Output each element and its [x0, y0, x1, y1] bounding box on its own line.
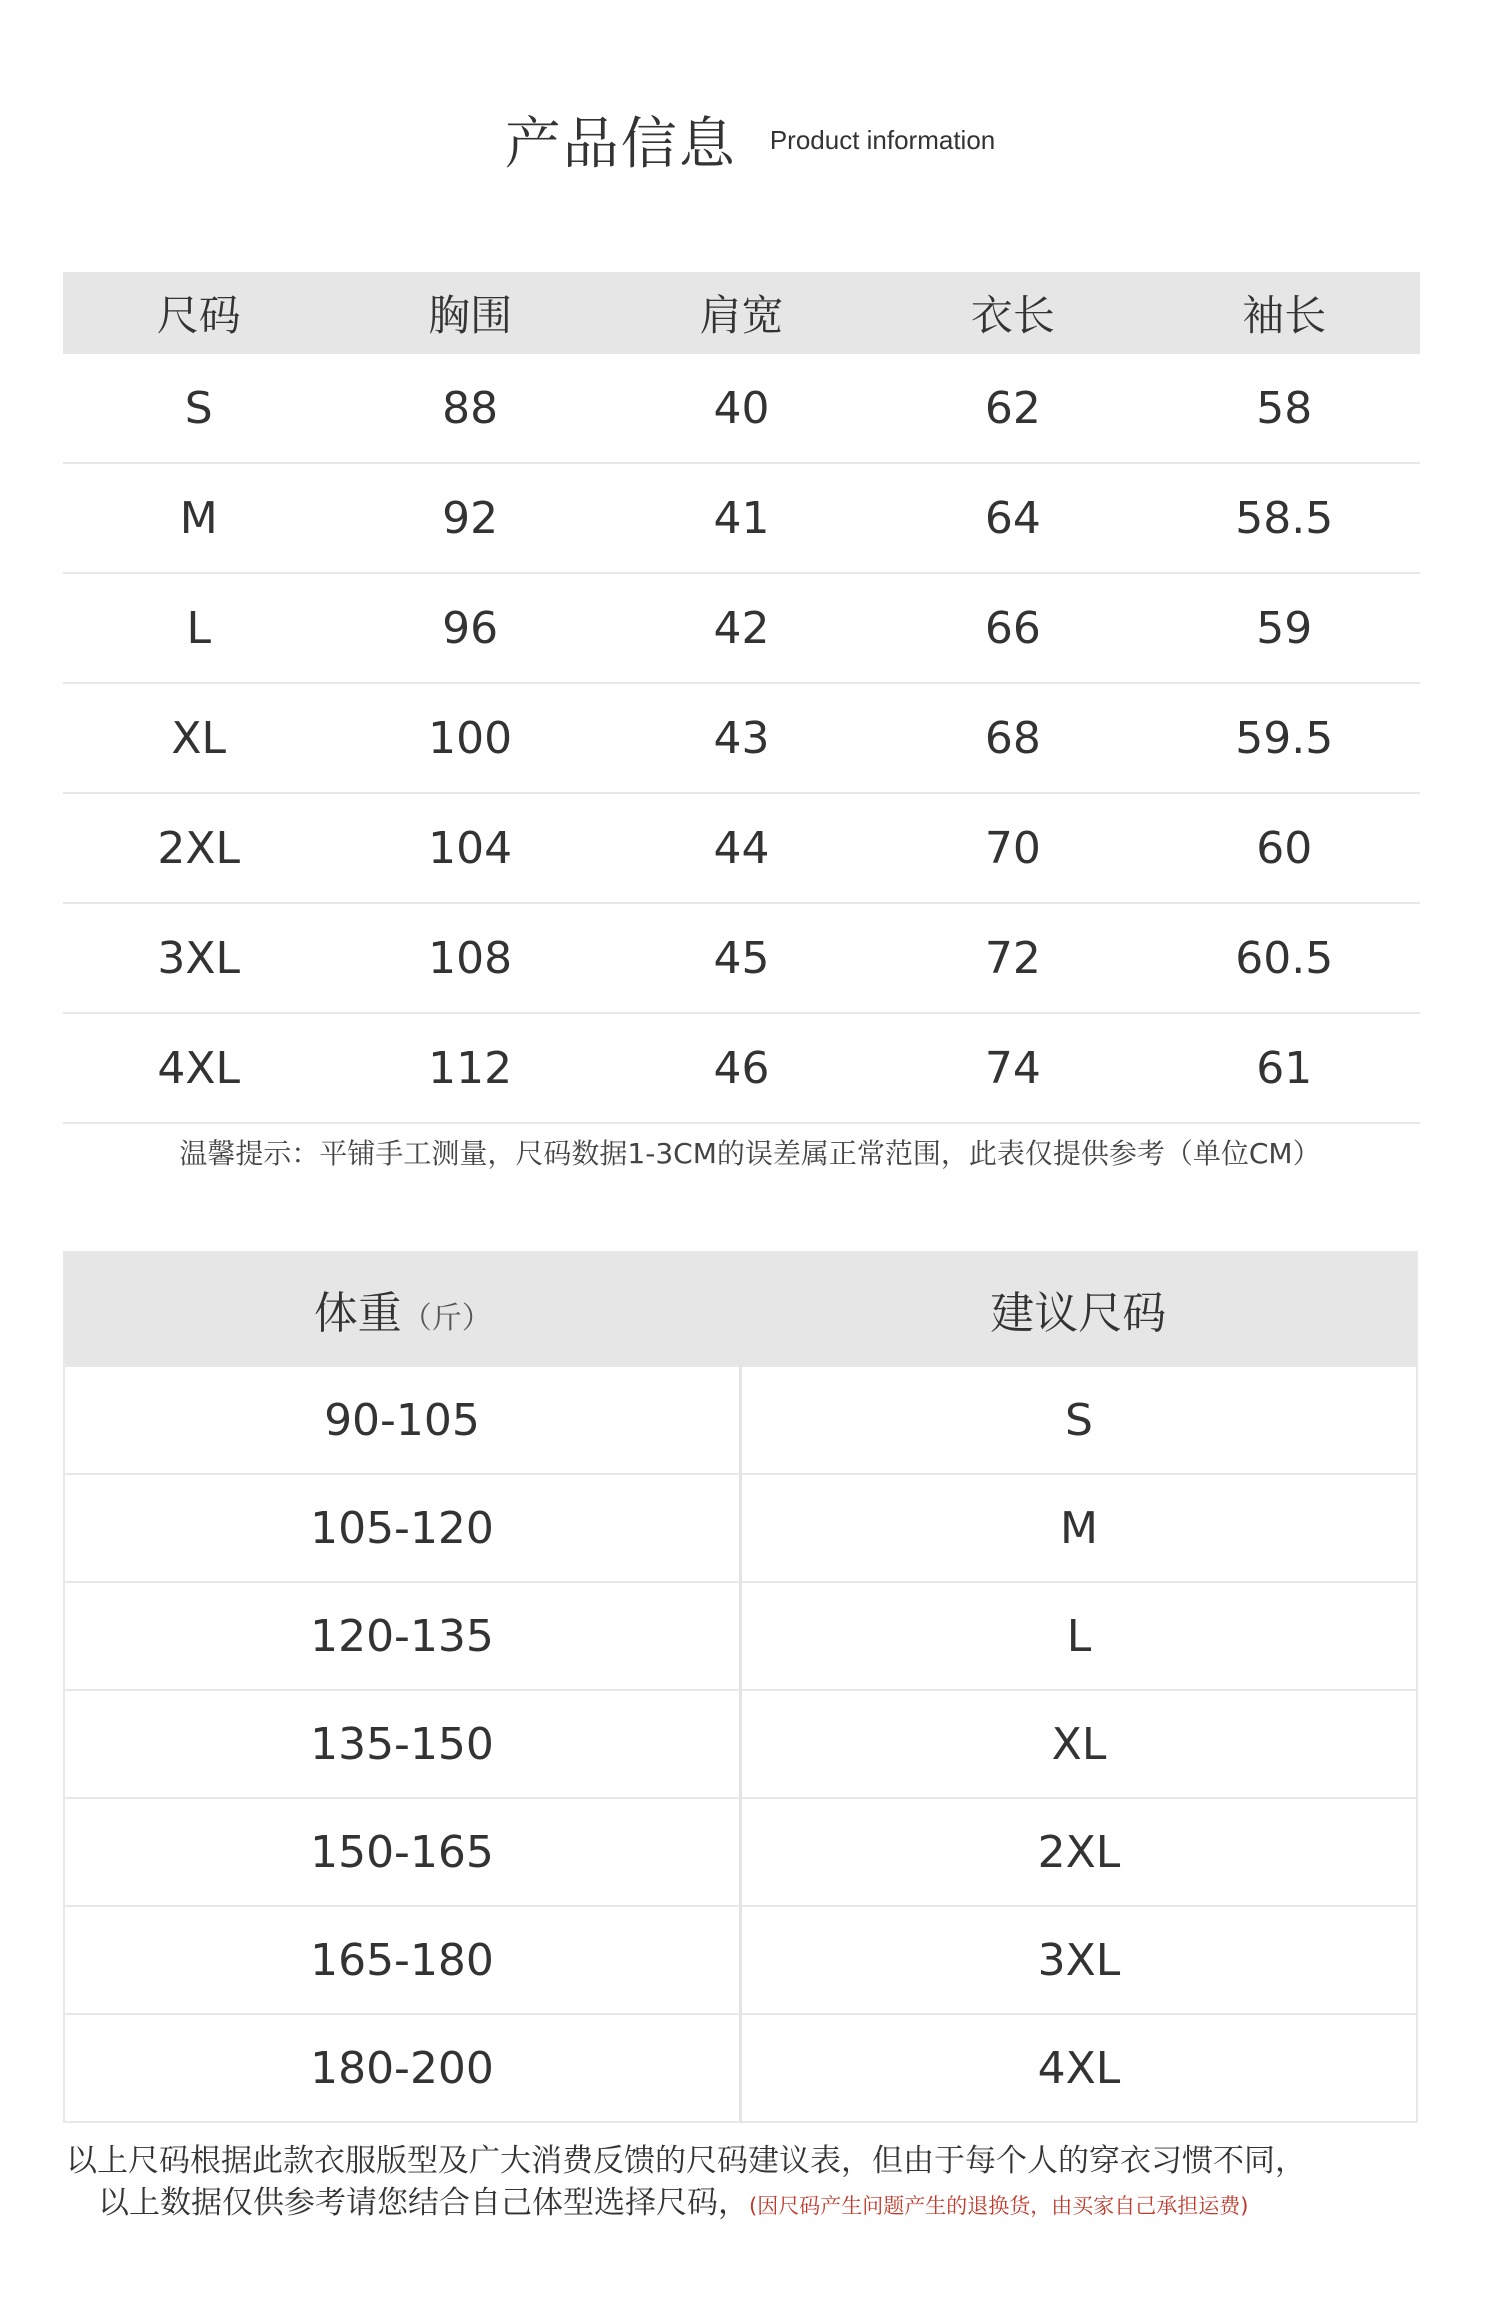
cell-size: 4XL [63, 1013, 334, 1123]
cell-size: M [63, 463, 334, 573]
header-shoulder: 肩宽 [606, 272, 877, 354]
cell-recommended-size: S [741, 1366, 1418, 1474]
cell-weight: 120-135 [64, 1582, 741, 1690]
table-row [64, 1798, 1417, 1906]
disclaimer-line-2-text: 以上数据仅供参考请您结合自己体型选择尺码， [98, 2185, 749, 2221]
cell-sleeve: 60.5 [1149, 903, 1420, 1013]
header-sleeve: 袖长 [1149, 272, 1420, 354]
header-weight-label: 体重 [313, 1288, 402, 1339]
cell-length: 64 [877, 463, 1148, 573]
cell-size: 3XL [63, 903, 334, 1013]
cell-recommended-size: XL [741, 1690, 1418, 1798]
table-row [64, 1366, 1417, 1474]
header-recommended-size: 建议尺码 [741, 1252, 1418, 1366]
header-size: 尺码 [63, 272, 334, 354]
cell-sleeve: 60 [1149, 793, 1420, 903]
cell-size: L [63, 573, 334, 683]
disclaimer-line-2 [0, 2182, 1500, 2227]
table-row [63, 903, 1420, 1013]
cell-length: 68 [877, 683, 1148, 793]
cell-weight: 105-120 [64, 1474, 741, 1582]
disclaimer-line-1: 以上尺码根据此款衣服版型及广大消费反馈的尺码建议表，但由于每个人的穿衣习惯不同， [66, 2143, 1306, 2179]
cell-length: 66 [877, 573, 1148, 683]
cell-shoulder: 40 [606, 354, 877, 463]
cell-sleeve: 59.5 [1149, 683, 1420, 793]
cell-sleeve: 58.5 [1149, 463, 1420, 573]
return-shipping-warning: (因尺码产生问题产生的退换货，由买家自己承担运费) [749, 2194, 1249, 2218]
page-title: 产品信息 [504, 112, 737, 177]
cell-chest: 92 [334, 463, 605, 573]
header-chest: 胸围 [334, 272, 605, 354]
cell-shoulder: 46 [606, 1013, 877, 1123]
cell-weight: 150-165 [64, 1798, 741, 1906]
cell-weight: 165-180 [64, 1906, 741, 2014]
cell-size: 2XL [63, 793, 334, 903]
cell-length: 72 [877, 903, 1148, 1013]
cell-size: XL [63, 683, 334, 793]
reco-table-header-row [64, 1252, 1417, 1366]
header-weight [64, 1252, 741, 1366]
cell-length: 74 [877, 1013, 1148, 1123]
cell-chest: 96 [334, 573, 605, 683]
cell-weight: 180-200 [64, 2014, 741, 2122]
cell-weight: 135-150 [64, 1690, 741, 1798]
cell-shoulder: 41 [606, 463, 877, 573]
cell-chest: 104 [334, 793, 605, 903]
cell-length: 70 [877, 793, 1148, 903]
cell-chest: 88 [334, 354, 605, 463]
cell-recommended-size: 3XL [741, 1906, 1418, 2014]
cell-shoulder: 44 [606, 793, 877, 903]
header-length: 衣长 [877, 272, 1148, 354]
cell-recommended-size: M [741, 1474, 1418, 1582]
table-row [63, 463, 1420, 573]
table-row [63, 1013, 1420, 1123]
page-header [0, 100, 1500, 180]
cell-chest: 108 [334, 903, 605, 1013]
cell-size: S [63, 354, 334, 463]
table-row [64, 2014, 1417, 2122]
cell-recommended-size: L [741, 1582, 1418, 1690]
cell-shoulder: 45 [606, 903, 877, 1013]
table-row [64, 1474, 1417, 1582]
disclaimer-note [0, 2140, 1500, 2227]
table-row [63, 573, 1420, 683]
size-recommendation-table [63, 1251, 1418, 2123]
table-row [63, 354, 1420, 463]
table-row [64, 1906, 1417, 2014]
cell-chest: 100 [334, 683, 605, 793]
page-subtitle: Product information [769, 124, 996, 155]
header-weight-unit: （斤） [401, 1301, 492, 1336]
cell-chest: 112 [334, 1013, 605, 1123]
size-table-header-row [63, 272, 1420, 354]
table-row [63, 683, 1420, 793]
cell-shoulder: 42 [606, 573, 877, 683]
size-table [63, 272, 1420, 1124]
measurement-note: 温馨提示：平铺手工测量，尺码数据1-3CM的误差属正常范围，此表仅提供参考（单位CM） [179, 1137, 1321, 1170]
cell-weight: 90-105 [64, 1366, 741, 1474]
table-row [64, 1582, 1417, 1690]
cell-length: 62 [877, 354, 1148, 463]
table-row [64, 1690, 1417, 1798]
cell-recommended-size: 4XL [741, 2014, 1418, 2122]
cell-sleeve: 58 [1149, 354, 1420, 463]
cell-shoulder: 43 [606, 683, 877, 793]
table-row [63, 793, 1420, 903]
cell-recommended-size: 2XL [741, 1798, 1418, 1906]
cell-sleeve: 61 [1149, 1013, 1420, 1123]
cell-sleeve: 59 [1149, 573, 1420, 683]
